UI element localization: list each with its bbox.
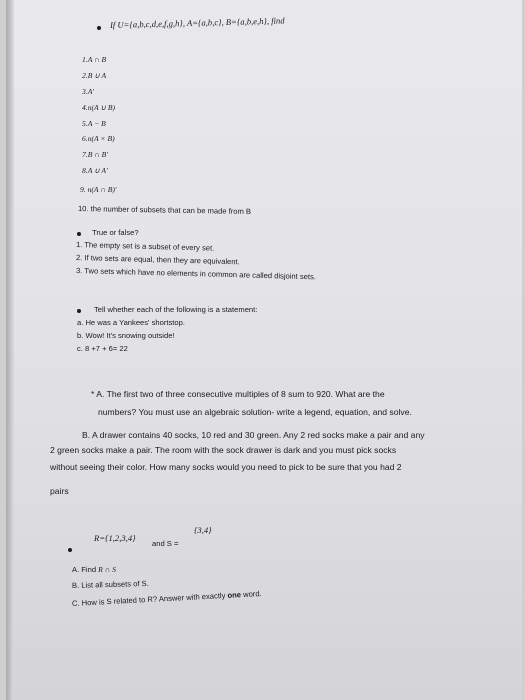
statement-item-c: c. 8 +7 + 6= 22 (77, 344, 128, 353)
problem-a-line-2: numbers? You must use an algebraic solution- write a legend, equation, and solve. (98, 407, 412, 417)
worksheet-page (6, 0, 522, 700)
bullet-icon (77, 232, 81, 236)
statement-item-a: a. He was a Yankees' shortstop. (77, 318, 185, 327)
problem-a-line-1: * A. The first two of three consecutive multiples of 8 sum to 920. What are the (91, 389, 385, 399)
bullet-icon (97, 26, 101, 30)
question-4: 4.n(A ∪ B) (82, 103, 116, 112)
true-false-item-3: 3. Two sets which have no elements in common are called disjoint sets. (75, 266, 317, 282)
question-7: 7.B ∩ B' (82, 150, 108, 159)
true-false-item-2: 2. If two sets are equal, then they are equivalent. (75, 253, 240, 267)
question-9: 9. n(A ∩ B)' (80, 185, 117, 194)
question-5: 5.A − B (82, 119, 106, 128)
problem-b-line-1: B. A drawer contains 40 socks, 10 red and 30 green. Any 2 red socks make a pair and any (82, 430, 425, 440)
question-3: 3.A' (82, 87, 94, 96)
set-s-value: {3,4} (194, 525, 212, 535)
question-2: 2.B ∪ A (82, 71, 107, 80)
problem-b-line-3: without seeing their color. How many socks would you need to pick to be sure that you had 2 (50, 462, 402, 472)
bullet-icon (68, 548, 72, 552)
question-10: 10. the number of subsets that can be made from B (77, 204, 252, 217)
final-item-b: B. List all subsets of S. (71, 578, 149, 590)
final-item-c: C. How is S related to R? Answer with exactly one word. (71, 589, 262, 608)
question-6: 6.n(A × B) (82, 134, 115, 143)
bullet-icon (77, 309, 81, 313)
and-s-label: and S = (152, 539, 179, 548)
statement-heading: Tell whether each of the following is a statement: (94, 305, 258, 314)
true-false-heading: True or false? (92, 228, 139, 237)
page-shadow (6, 0, 14, 700)
final-item-a: A. Find R ∩ S (72, 565, 116, 574)
question-8: 8.A ∪ A' (82, 166, 108, 175)
set-r-definition: R={1,2,3,4} (94, 533, 136, 543)
sets-definition: If U={a,b,c,d,e,f,g,h}, A={a,b,c}, B={a,b,e,h}, find (109, 15, 285, 30)
problem-b-line-4: pairs (50, 486, 69, 496)
statement-item-b: b. Wow! It's snowing outside! (77, 331, 175, 340)
true-false-item-1: 1. The empty set is a subset of every set. (75, 240, 215, 253)
question-1: 1.A ∩ B (82, 55, 107, 64)
problem-b-line-2: 2 green socks make a pair. The room with the sock drawer is dark and you must pick socks (50, 445, 397, 455)
